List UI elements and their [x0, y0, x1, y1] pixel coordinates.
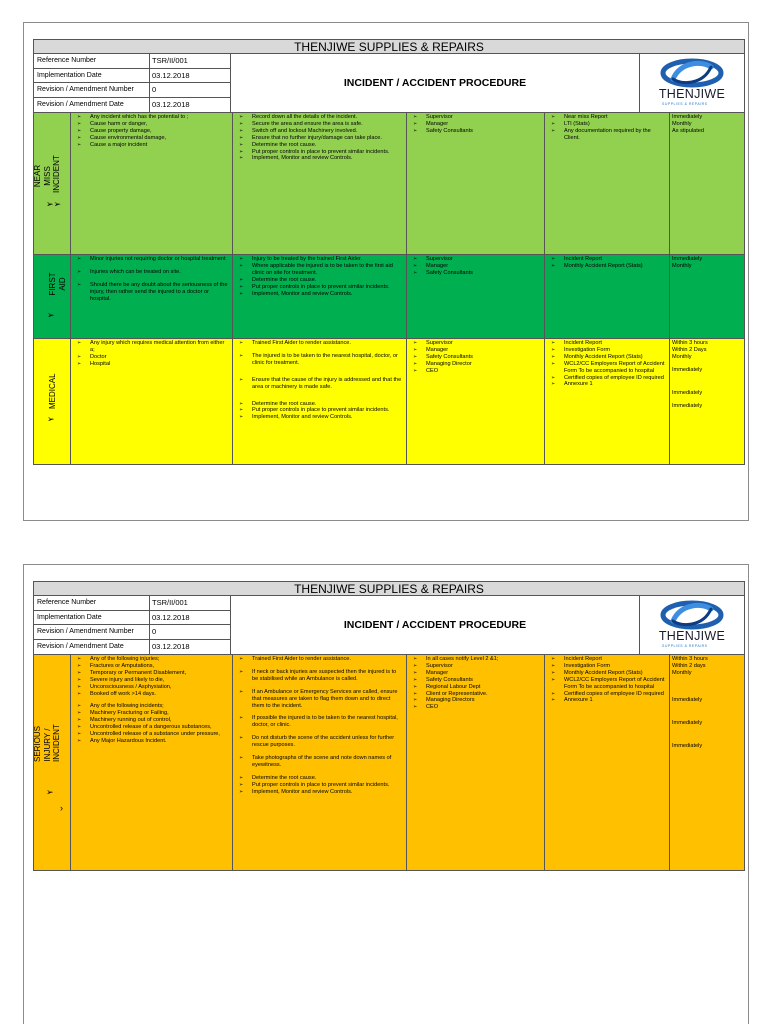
document-header	[33, 54, 745, 113]
list-item: ➢ Incident Report	[547, 340, 667, 347]
meta-value: TSR/II/001	[149, 596, 230, 610]
list-item: ➢ Put proper controls in place to prevent similar incidents.	[235, 149, 404, 156]
list-item: ➢ Doctor	[73, 354, 230, 361]
list-item: ➢ WCL2/CC Employers Report of Accident Form To be accompanied to hospital	[547, 361, 667, 375]
timeframe-column	[670, 255, 746, 338]
list-item: ➢ Machinery running out of control,	[73, 717, 230, 724]
list-item: ➢ Manager	[409, 263, 542, 270]
timeframe: Monthly	[672, 262, 692, 269]
swirl-logo-icon	[659, 57, 725, 89]
document-page-2	[23, 564, 749, 1024]
list-item: ➢ Managing Directors	[409, 697, 542, 704]
list-item: ➢ Implement, Monitor and review Controls.	[235, 789, 404, 796]
list-item: ➢ Machinery Fracturing or Failing,	[73, 710, 230, 717]
timeframe: Immediately	[672, 389, 703, 396]
list-item: ➢ Supervisor	[409, 340, 542, 347]
list-item: ➢ Fractures or Amputations,	[73, 663, 230, 670]
category-label	[33, 155, 73, 193]
list-item: ➢ Implement, Monitor and review Controls.	[235, 291, 404, 298]
list-item: ➢ Cause property damage,	[73, 128, 230, 135]
what-column	[71, 255, 233, 338]
what-column	[71, 339, 233, 464]
list-item: ➢ Certified copies of employee ID required	[547, 691, 667, 698]
timeframe: Within 2 days	[672, 662, 706, 669]
arrow-icon: ➢➢	[46, 199, 62, 209]
list-item: ➢ Injury to be treated by the trained First Aider.	[235, 256, 404, 263]
what-column	[71, 113, 233, 254]
list-item: ➢ Monthly Accident Report (Stats)	[547, 670, 667, 677]
list-item: ➢ Incident Report	[547, 256, 667, 263]
timeframe: Immediately	[672, 719, 703, 726]
timeframe: Immediately	[672, 256, 703, 262]
list-item: ➢ Where applicable the injured is to be taken to the first aid clinic on site for treatment.	[235, 263, 404, 277]
list-item: ➢ Put proper controls in place to prevent similar incidents.	[235, 284, 404, 291]
meta-row-implementation	[34, 69, 230, 84]
meta-row-implementation	[34, 611, 230, 626]
list-item: ➢ Safety Consultants	[409, 677, 542, 684]
meta-row-revision-date	[34, 640, 230, 655]
procedure-table	[33, 39, 745, 465]
list-item: ➢ Determine the root cause.	[235, 775, 404, 782]
company-name: THENJIWE SUPPLIES & REPAIRS	[33, 581, 745, 596]
category-cell	[34, 113, 71, 254]
documents-column	[545, 113, 670, 254]
logo-tagline: SUPPLIES & REPAIRS	[662, 102, 708, 106]
list-item: ➢ CEO	[409, 704, 542, 711]
list-item: ➢ Manager	[409, 670, 542, 677]
list-item: ➢ Client or Representative.	[409, 691, 542, 698]
list-item: ➢ Implement, Monitor and review Controls.	[235, 414, 404, 421]
list-item: ➢ Supervisor	[409, 114, 542, 121]
list-item: ➢ WCL2/CC Employers Report of Accident Form To be accompanied to hospital	[547, 677, 667, 691]
list-item: ➢ Any injury which requires medical attention from either a;	[73, 340, 230, 354]
list-item: ➢ Injuries which can be treated on site.	[73, 269, 230, 276]
timeframe: Monthly	[672, 353, 692, 360]
list-item: ➢ Manager	[409, 347, 542, 354]
documents-column	[545, 255, 670, 338]
meta-label: Revision / Amendment Date	[37, 642, 124, 650]
list-item: ➢ Managing Director	[409, 361, 542, 368]
timeframe: Immediately	[672, 696, 703, 703]
meta-label: Reference Number	[37, 57, 97, 64]
meta-row-revision-date	[34, 98, 230, 113]
list-item: ➢ Cause harm or danger,	[73, 121, 230, 128]
arrow-icon: ➢	[47, 310, 55, 320]
list-item: ➢ Trained First Aider to render assistance.	[235, 656, 404, 663]
list-item: ➢ Uncontrolled release of a substance under pressure,	[73, 731, 230, 738]
list-item: ➢ Trained First Aider to render assistance.	[235, 340, 404, 347]
list-item: ➢ Minor injuries not requiring doctor or hospital treatment	[73, 256, 230, 263]
list-item: ➢ Supervisor	[409, 663, 542, 670]
meta-row-revision-number	[34, 83, 230, 98]
meta-value: 03.12.2018	[149, 640, 230, 655]
meta-label: Implementation Date	[37, 71, 102, 79]
list-item: ➢ Supervisor	[409, 256, 542, 263]
meta-label: Revision / Amendment Number	[37, 628, 134, 635]
list-item: ➢ Certified copies of employee ID required	[547, 375, 667, 382]
timeframe-column	[670, 655, 746, 870]
list-item: ➢ Record down all the details of the incident.	[235, 114, 404, 121]
timeframe: Immediately	[672, 114, 703, 120]
meta-value: TSR/II/001	[149, 54, 230, 68]
document-meta	[34, 54, 230, 112]
list-item: ➢ Take photographs of the scene and note down names of eyewitness.	[235, 755, 404, 769]
list-item: ➢ Determine the root cause.	[235, 401, 404, 408]
meta-row-reference	[34, 596, 230, 611]
list-item: ➢ Unconsciousness / Asphyxiation,	[73, 684, 230, 691]
timeframe: Immediately	[672, 742, 703, 749]
list-item: ➢ Cause environmental damage,	[73, 135, 230, 142]
list-item: ➢ Safety Consultants	[409, 354, 542, 361]
swirl-logo-icon	[659, 599, 725, 631]
notify-column	[407, 113, 545, 254]
list-item: ➢ Ensure that the cause of the injury is addressed and that the area or machinery is made safe.	[235, 377, 404, 391]
category-cell	[34, 255, 71, 338]
category-label	[33, 724, 73, 762]
list-item: ➢ If an Ambulance or Emergency Services are called, ensure that measures are taken to flag them down and to direct them to the incident.	[235, 689, 404, 710]
meta-label: Revision / Amendment Date	[37, 100, 124, 108]
list-item: ➢ Monthly Accident Report (Stats)	[547, 354, 667, 361]
meta-row-reference	[34, 54, 230, 69]
timeframe: Immediately	[672, 402, 703, 409]
action-column	[233, 655, 407, 870]
document-header	[33, 596, 745, 655]
logo-brand: THENJIWE	[658, 629, 726, 643]
company-logo	[640, 54, 744, 112]
list-item: ➢ Do not disturb the scene of the accident unless for further rescue purposes.	[235, 735, 404, 749]
category-label-line: SERIOUS	[33, 725, 42, 762]
arrow-icon: ➢	[47, 414, 55, 424]
company-logo	[640, 596, 744, 654]
timeframe: Within 2 Days	[672, 346, 707, 353]
action-column	[233, 113, 407, 254]
list-item: ➢ Manager	[409, 121, 542, 128]
arrow-icon: ➢	[46, 787, 54, 797]
list-item: ➢ Ensure that no further injury/damage can take place.	[235, 135, 404, 142]
list-item: ➢ Uncontrolled release of a dangerous substances,	[73, 724, 230, 731]
document-page-1	[23, 22, 749, 521]
timeframe: Immediately	[672, 366, 703, 373]
list-item: ➢ Incident Report	[547, 656, 667, 663]
list-item: ➢ Safety Consultants	[409, 128, 542, 135]
list-item: ➢ Temporary or Permanent Disablement,	[73, 670, 230, 677]
category-label: MEDICAL	[48, 373, 57, 409]
list-item: ➢ Put proper controls in place to prevent similar incidents.	[235, 407, 404, 414]
list-item: ➢ Booked off work >14 days.	[73, 691, 230, 698]
documents-column	[545, 655, 670, 870]
meta-value: 0	[149, 625, 230, 639]
arrow-icon: ›	[60, 803, 63, 813]
what-column	[71, 655, 233, 870]
list-item: ➢ Any Major Hazardous Incident.	[73, 738, 230, 745]
procedure-table	[33, 581, 745, 871]
list-item: ➢ Near miss Report	[547, 114, 667, 121]
notify-column	[407, 339, 545, 464]
list-item: ➢ LTI (Stats)	[547, 121, 667, 128]
list-item: ➢ Hospital	[73, 361, 230, 368]
notify-column	[407, 655, 545, 870]
list-item: ➢ In all cases notify Level 2 &1;	[409, 656, 542, 663]
list-item: ➢ The injured is to be taken to the nearest hospital, doctor, or clinic for treatment.	[235, 353, 404, 367]
list-item: ➢ Determine the root cause.	[235, 142, 404, 149]
meta-value: 03.12.2018	[149, 611, 230, 625]
list-item: ➢ Safety Consultants	[409, 270, 542, 277]
company-name: THENJIWE SUPPLIES & REPAIRS	[33, 39, 745, 54]
notify-column	[407, 255, 545, 338]
list-item: ➢ Any documentation required by the Client.	[547, 128, 667, 142]
meta-value: 03.12.2018	[149, 98, 230, 113]
meta-value: 03.12.2018	[149, 69, 230, 83]
timeframe: Within 3 hours	[672, 656, 708, 662]
category-label-line: NEAR MISS	[33, 164, 52, 188]
list-item: ➢ Annexure 1	[547, 381, 667, 388]
list-item: ➢ Put proper controls in place to prevent similar incidents.	[235, 782, 404, 789]
list-item: ➢ Any of the following injuries;	[73, 656, 230, 663]
list-item: ➢ Investigation Form	[547, 663, 667, 670]
document-title: INCIDENT / ACCIDENT PROCEDURE	[230, 596, 640, 654]
list-item: ➢ Should there be any doubt about the seriousness of the injury, then rather send the injured to a doctor or hospital.	[73, 282, 230, 303]
list-item: ➢ Determine the root cause.	[235, 277, 404, 284]
logo-brand: THENJIWE	[658, 87, 726, 101]
timeframe: As stipulated	[672, 127, 705, 134]
logo-tagline: SUPPLIES & REPAIRS	[662, 644, 708, 648]
list-item: ➢ Any incident which has the potential to ;	[73, 114, 230, 121]
timeframe: Within 3 hours	[672, 340, 708, 346]
meta-label: Implementation Date	[37, 613, 102, 621]
list-item: ➢ Any of the following incidents;	[73, 703, 230, 710]
document-meta	[34, 596, 230, 654]
category-cell	[34, 339, 71, 464]
document-title: INCIDENT / ACCIDENT PROCEDURE	[230, 54, 640, 112]
list-item: ➢ If neck or back injuries are suspected then the injured is to be stabilised while an Ambulance is called.	[235, 669, 404, 683]
meta-value: 0	[149, 83, 230, 97]
list-item: ➢ CEO	[409, 368, 542, 375]
action-column	[233, 255, 407, 338]
list-item: ➢ Cause a major incident	[73, 142, 230, 149]
meta-row-revision-number	[34, 625, 230, 640]
section-medical	[33, 339, 745, 465]
list-item: ➢ Monthly Accident Report (Stats)	[547, 263, 667, 270]
timeframe-column	[670, 339, 746, 464]
meta-label: Revision / Amendment Number	[37, 86, 134, 93]
section-near-miss	[33, 113, 745, 255]
timeframe-column	[670, 113, 746, 254]
action-column	[233, 339, 407, 464]
list-item: ➢ Annexure 1	[547, 697, 667, 704]
list-item: ➢ Investigation Form	[547, 347, 667, 354]
documents-column	[545, 339, 670, 464]
timeframe: Monthly	[672, 120, 692, 127]
list-item: ➢ Severe injury and likely to die,	[73, 677, 230, 684]
list-item: ➢ Secure the area and ensure the area is safe.	[235, 121, 404, 128]
section-first-aid	[33, 255, 745, 339]
category-label: FIRST AID	[48, 272, 67, 296]
meta-label: Reference Number	[37, 599, 97, 606]
list-item: ➢ Regional Labour Dept	[409, 684, 542, 691]
section-serious-injury	[33, 655, 745, 871]
timeframe: Monthly	[672, 669, 692, 676]
category-label-line: INCIDENT	[52, 155, 61, 193]
category-label-line: INJURY / INCIDENT	[42, 724, 61, 762]
category-cell	[34, 655, 71, 870]
list-item: ➢ Switch off and lockout Machinery involved.	[235, 128, 404, 135]
list-item: ➢ Implement, Monitor and review Controls.	[235, 155, 404, 162]
list-item: ➢ If possible the injured is to be taken to the nearest hospital, doctor, or clinic.	[235, 715, 404, 729]
